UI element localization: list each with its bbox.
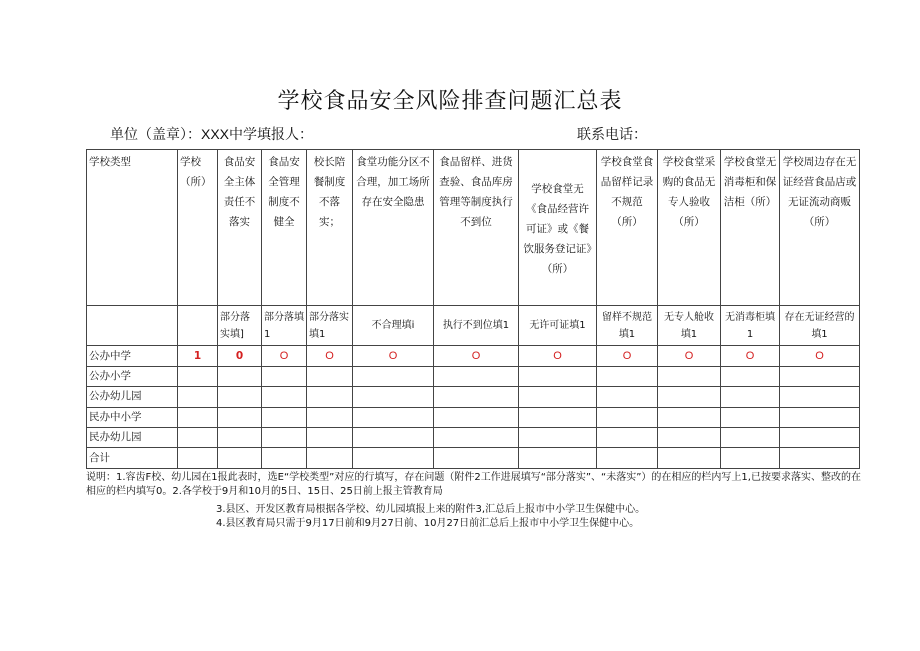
subheader-cell: 部分落实填]	[218, 306, 262, 346]
data-cell	[178, 407, 218, 427]
data-cell	[353, 428, 434, 448]
data-cell	[780, 448, 860, 469]
data-cell	[597, 448, 658, 469]
subheader-cell: 执行不到位填1	[434, 306, 519, 346]
data-cell	[721, 387, 780, 407]
data-cell	[434, 428, 519, 448]
data-cell	[721, 448, 780, 469]
data-cell	[434, 387, 519, 407]
data-cell	[597, 428, 658, 448]
header-cell: 学校周边存在无证经营食品店或无证流动商贩（所）	[780, 150, 860, 306]
filler-label: 中学填报人：	[229, 127, 314, 143]
data-cell	[307, 407, 353, 427]
data-cell	[218, 366, 262, 386]
data-cell	[178, 366, 218, 386]
data-cell	[353, 448, 434, 469]
subheader-cell: 部分落填1	[262, 306, 307, 346]
data-cell	[353, 366, 434, 386]
header-cell: 食品安全管理制度不健全	[262, 150, 307, 306]
table-row	[87, 366, 860, 386]
data-cell	[721, 428, 780, 448]
header-cell: 校长陪餐制度不落实；	[307, 150, 353, 306]
data-cell	[519, 387, 597, 407]
row-type-cell: 公办中学	[87, 346, 178, 366]
unit-value: XXX	[201, 126, 230, 142]
data-cell	[262, 428, 307, 448]
data-cell	[721, 407, 780, 427]
data-cell	[178, 428, 218, 448]
header-cell: 学校食堂食品留样记录不规范（所）	[597, 150, 658, 306]
note-line-1: 说明：1.容齿F校、幼儿园在1报此表时，选E“学校类型”对应的行填写，存在问题（附件2工作进展填写“部分落实”、“未落实”）的在相应的栏内写上1,已按要求落实、整改的在相应的栏内填写0。2.各学校于9月和10月的5日、15日、25日前上报主管教育局	[86, 472, 861, 497]
row-type-cell: 民办幼儿园	[87, 428, 178, 448]
summary-table	[86, 149, 860, 469]
data-cell	[597, 366, 658, 386]
data-cell	[434, 366, 519, 386]
subheader-cell: 不合理填i	[353, 306, 434, 346]
header-cell: 学校食堂无消毒柜和保洁柜（所）	[721, 150, 780, 306]
data-cell: O	[262, 346, 307, 366]
unit-line	[110, 124, 313, 144]
data-cell: 0	[218, 346, 262, 366]
unit-label: 单位（盖章）：	[110, 127, 201, 143]
data-cell: O	[721, 346, 780, 366]
data-cell: O	[353, 346, 434, 366]
data-cell	[262, 366, 307, 386]
data-cell	[218, 428, 262, 448]
table-row	[87, 407, 860, 427]
subheader-cell	[87, 306, 178, 346]
data-cell: O	[307, 346, 353, 366]
header-cell: 学校食堂采购的食品无专人验收（所）	[658, 150, 721, 306]
row-type-cell: 公办幼儿园	[87, 387, 178, 407]
data-cell: 1	[178, 346, 218, 366]
data-cell	[262, 407, 307, 427]
note-line-4: 4.县区教育局只需于9月17日前和9月27日前、10月27日前汇总后上报市中小学卫生保健中心。	[216, 518, 640, 529]
subheader-cell: 部分落实填1	[307, 306, 353, 346]
data-cell	[307, 428, 353, 448]
data-cell	[721, 366, 780, 386]
data-cell	[218, 387, 262, 407]
data-cell: O	[519, 346, 597, 366]
data-cell	[780, 387, 860, 407]
subheader-cell: 留样不规范填1	[597, 306, 658, 346]
header-cell: 食品安全主体责任不落实	[218, 150, 262, 306]
subheader-row	[87, 306, 860, 346]
subheader-cell: 无专人舱收填1	[658, 306, 721, 346]
data-cell	[178, 448, 218, 469]
data-cell	[178, 387, 218, 407]
data-cell	[307, 448, 353, 469]
data-cell	[519, 366, 597, 386]
subheader-cell	[178, 306, 218, 346]
data-cell	[658, 448, 721, 469]
data-cell	[434, 448, 519, 469]
notes-block	[86, 471, 866, 531]
contact-label: 联系电话：	[577, 127, 647, 143]
data-cell	[519, 448, 597, 469]
table-row	[87, 428, 860, 448]
page-title: 学校食品安全风险排查问题汇总表	[277, 89, 623, 114]
data-cell: O	[658, 346, 721, 366]
data-cell	[597, 407, 658, 427]
data-cell: O	[597, 346, 658, 366]
data-cell	[658, 407, 721, 427]
data-cell	[353, 407, 434, 427]
data-cell	[307, 387, 353, 407]
note-line-3: 3.县区、开发区教育局根据各学校、幼儿园填报上来的附件3,汇总后上报市中小学卫生保健中心。	[216, 504, 646, 515]
data-cell: O	[780, 346, 860, 366]
row-type-cell: 民办中小学	[87, 407, 178, 427]
row-type-cell: 公办小学	[87, 366, 178, 386]
data-cell	[218, 448, 262, 469]
data-cell	[780, 366, 860, 386]
data-cell	[780, 428, 860, 448]
data-cell	[780, 407, 860, 427]
header-cell: 学校食堂无《食品经营许可证》或《餐饮服务登记证》（所）	[519, 150, 597, 306]
row-type-cell: 合计	[87, 448, 178, 469]
subheader-cell: 存在无证经营的填1	[780, 306, 860, 346]
data-cell: O	[434, 346, 519, 366]
data-cell	[519, 407, 597, 427]
data-cell	[597, 387, 658, 407]
data-cell	[434, 407, 519, 427]
header-row	[87, 150, 860, 306]
header-cell: 食堂功能分区不合理，加工场所存在安全隐患	[353, 150, 434, 306]
data-cell	[262, 387, 307, 407]
data-cell	[658, 428, 721, 448]
subheader-cell: 无许可证填1	[519, 306, 597, 346]
data-cell	[353, 387, 434, 407]
table-row	[87, 448, 860, 469]
data-cell	[262, 448, 307, 469]
data-cell	[658, 366, 721, 386]
data-cell	[218, 407, 262, 427]
data-cell	[519, 428, 597, 448]
table-row	[87, 387, 860, 407]
header-cell: 学校类型	[87, 150, 178, 306]
header-cell: 学校（所）	[178, 150, 218, 306]
header-cell: 食品留样、进货查验、食品库房管理等制度执行不到位	[434, 150, 519, 306]
data-cell	[658, 387, 721, 407]
table-row	[87, 346, 860, 366]
data-cell	[307, 366, 353, 386]
subheader-cell: 无消毒柜填1	[721, 306, 780, 346]
